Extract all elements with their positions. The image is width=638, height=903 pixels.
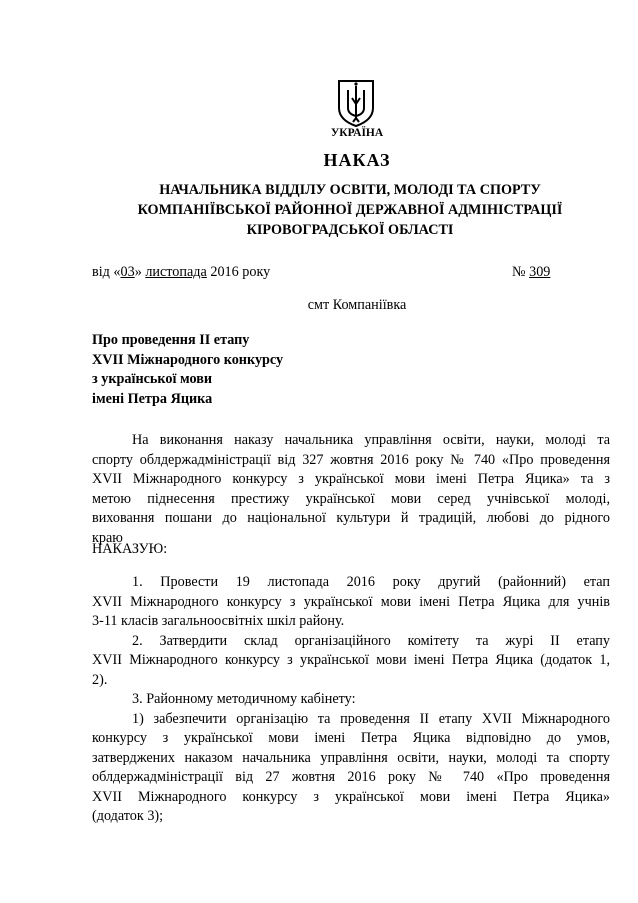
subject-line: Про проведення ІІ етапу xyxy=(92,332,250,348)
order-items xyxy=(92,573,610,827)
item-line: 1. Провести 19 листопада 2016 року другий (районний) етап xyxy=(132,574,610,590)
item-line: конкурсу з української мови імені Петра Яцика відповідно до умов, xyxy=(92,730,610,746)
item-line: облдержадміністрації від 27 жовтня 2016 року № 740 «Про проведення xyxy=(92,769,610,785)
preamble-line: виховання пошани до національної культури й традицій, любові до рідного xyxy=(92,510,610,526)
item-line: XVІІ Міжнародного конкурсу з української мови імені Петра Яцика» xyxy=(92,788,610,805)
order-number xyxy=(512,264,550,281)
item-line: (додаток 3); xyxy=(92,808,164,824)
item-line: XVІІ Міжнародного конкурсу з української мови імені Петра Яцика для учнів xyxy=(92,593,610,610)
authority-line: КІРОВОГРАДСЬКОЇ ОБЛАСТІ xyxy=(246,222,454,238)
coat-of-arms-icon xyxy=(336,78,376,128)
order-subject xyxy=(92,331,283,409)
place-of-issue: смт Компаніївка xyxy=(307,297,407,313)
subject-line: з української мови xyxy=(92,371,213,387)
authority-line: КОМПАНІЇВСЬКОЇ РАЙОННОЇ ДЕРЖАВНОЇ АДМІНІСТРАЦІЇ xyxy=(137,202,563,218)
authority-line: НАЧАЛЬНИКА ВІДДІЛУ ОСВІТИ, МОЛОДІ ТА СПОРТУ xyxy=(159,182,541,198)
item-line: 3-11 класів загальноосвітніх шкіл району. xyxy=(92,613,345,629)
date-day: 03 xyxy=(120,264,135,280)
item-line: XVІІ Міжнародного конкурсу з української мови імені Петра Яцика (додаток 1, xyxy=(92,652,610,668)
document-type: НАКАЗ xyxy=(323,150,391,170)
item-line: 2). xyxy=(92,671,108,688)
number-value: 309 xyxy=(529,264,551,280)
item-line: 2. Затвердити склад організаційного комітету та журі ІІ етапу xyxy=(132,632,610,649)
number-prefix: № xyxy=(512,264,530,280)
order-date xyxy=(92,264,270,281)
subject-line: імені Петра Яцика xyxy=(92,390,213,407)
preamble xyxy=(92,431,610,548)
date-separator: » xyxy=(134,264,146,280)
country-name: УКРАЇНА xyxy=(330,127,384,139)
preamble-line: На виконання наказу начальника управління освіти, науки, молоді та xyxy=(132,432,610,448)
item-line: 1) забезпечити організацію та проведення ІІ етапу XVІІ Міжнародного xyxy=(132,710,610,727)
date-year: 2016 року xyxy=(206,264,271,280)
preamble-line: XVІІ Міжнародного конкурсу з української мови імені Петра Яцика» та з xyxy=(92,471,610,487)
preamble-line: метою піднесення престижу української мови серед учнівської молоді, xyxy=(92,490,610,507)
issuing-authority xyxy=(100,180,600,240)
date-month: листопада xyxy=(145,264,207,280)
subject-line: XVІІ Міжнародного конкурсу xyxy=(92,351,284,368)
date-prefix: від « xyxy=(92,264,121,280)
preamble-line: краю xyxy=(92,529,123,546)
item-line: затверджених наказом начальника управління освіти, науки, молоді та спорту xyxy=(92,749,610,766)
item-line: 3. Районному методичному кабінету: xyxy=(132,691,356,707)
preamble-line: спорту облдержадміністрації від 327 жовтня 2016 року № 740 «Про проведення xyxy=(92,451,610,468)
orders-heading: НАКАЗУЮ: xyxy=(92,541,168,557)
